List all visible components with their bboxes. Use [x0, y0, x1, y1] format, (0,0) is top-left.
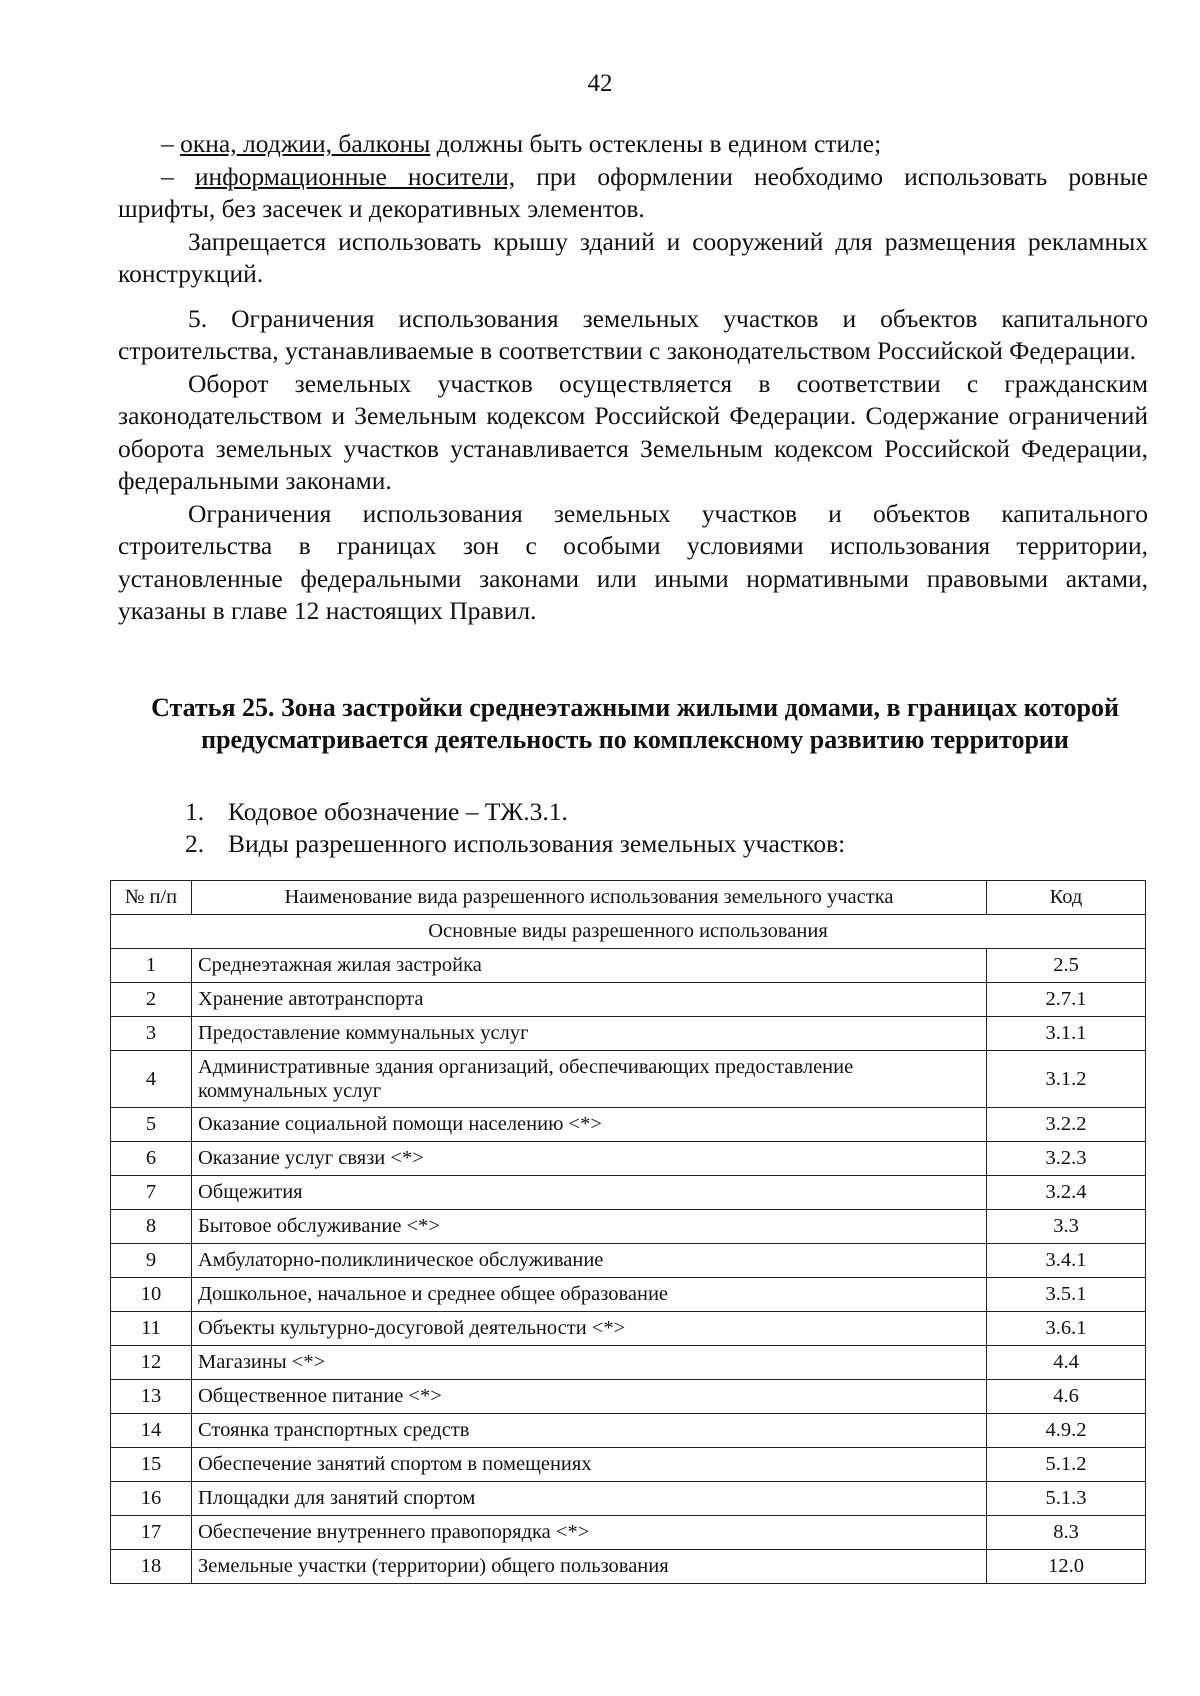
table-row	[111, 1108, 1146, 1142]
numbered-list	[185, 796, 845, 860]
bullet-dash: –	[161, 129, 174, 158]
row-number: 14	[111, 1414, 192, 1448]
row-number: 12	[111, 1346, 192, 1380]
page-number: 42	[587, 70, 613, 97]
row-code: 3.2.2	[987, 1108, 1146, 1142]
row-name: Площадки для занятий спортом	[192, 1482, 987, 1516]
row-number: 10	[111, 1278, 192, 1312]
row-name: Обеспечение внутреннего правопорядка <*>	[192, 1516, 987, 1550]
row-number: 16	[111, 1482, 192, 1516]
row-code: 12.0	[987, 1550, 1146, 1584]
row-code: 3.1.1	[987, 1017, 1146, 1051]
header-number: № п/п	[111, 881, 192, 915]
row-name: Хранение автотранспорта	[192, 983, 987, 1017]
bullet-item	[118, 128, 1148, 161]
paragraph: Оборот земельных участков осуществляется в соответствии с гражданским законодательством и Земельным кодексом Российской Федерации. Содержание ограничений оборота земельных участков устанавливается Земельным кодексом Российской Федерации, федеральными законами.	[118, 368, 1148, 495]
row-code: 3.1.2	[987, 1051, 1146, 1108]
row-code: 2.5	[987, 949, 1146, 983]
row-number: 3	[111, 1017, 192, 1051]
row-number: 8	[111, 1210, 192, 1244]
row-number: 18	[111, 1550, 192, 1584]
row-code: 4.9.2	[987, 1414, 1146, 1448]
paragraph: Ограничения использования земельных участков и объектов капитального строительства в границах зон с особыми условиями использования территории, установленные федеральными законами или иными нормативными правовыми актами, указаны в главе 12 настоящих Правил.	[118, 498, 1148, 625]
bullet-text: при оформлении необходимо использовать ровные шрифты, без засечек и декоративных элементов.	[118, 161, 1148, 223]
land-use-table	[110, 880, 1146, 1584]
row-number: 4	[111, 1051, 192, 1108]
row-number: 15	[111, 1448, 192, 1482]
row-number: 11	[111, 1312, 192, 1346]
table-row	[111, 1346, 1146, 1380]
row-number: 1	[111, 949, 192, 983]
bullet-text: должны быть остеклены в едином стиле;	[430, 129, 882, 158]
row-number: 17	[111, 1516, 192, 1550]
row-name: Административные здания организаций, обеспечивающих предоставление коммунальных услуг	[192, 1051, 987, 1108]
table-row	[111, 983, 1146, 1017]
row-name: Стоянка транспортных средств	[192, 1414, 987, 1448]
row-name: Оказание социальной помощи населению <*>	[192, 1108, 987, 1142]
table-body	[111, 915, 1146, 1584]
row-name: Среднеэтажная жилая застройка	[192, 949, 987, 983]
row-name: Земельные участки (территории) общего пользования	[192, 1550, 987, 1584]
row-name: Обеспечение занятий спортом в помещениях	[192, 1448, 987, 1482]
table-row	[111, 1414, 1146, 1448]
row-code: 3.3	[987, 1210, 1146, 1244]
row-name: Предоставление коммунальных услуг	[192, 1017, 987, 1051]
row-name: Общежития	[192, 1176, 987, 1210]
row-name: Амбулаторно-поликлиническое обслуживание	[192, 1244, 987, 1278]
table-row	[111, 1448, 1146, 1482]
table-row	[111, 1051, 1146, 1108]
table-row	[111, 1550, 1146, 1584]
list-item	[185, 796, 845, 828]
row-name: Дошкольное, начальное и среднее общее образование	[192, 1278, 987, 1312]
row-number: 6	[111, 1142, 192, 1176]
row-name: Бытовое обслуживание <*>	[192, 1210, 987, 1244]
list-item-text: Виды разрешенного использования земельных участков:	[228, 829, 846, 858]
table-row	[111, 1278, 1146, 1312]
table-row	[111, 1176, 1146, 1210]
table-row	[111, 1210, 1146, 1244]
table-row	[111, 1312, 1146, 1346]
row-code: 3.4.1	[987, 1244, 1146, 1278]
header-name: Наименование вида разрешенного использования земельного участка	[192, 881, 987, 915]
list-item-text: Кодовое обозначение – ТЖ.3.1.	[228, 797, 568, 826]
table-row	[111, 949, 1146, 983]
header-code: Код	[987, 881, 1146, 915]
table-header-row	[111, 881, 1146, 915]
row-number: 7	[111, 1176, 192, 1210]
table-row	[111, 1017, 1146, 1051]
table-row	[111, 1244, 1146, 1278]
row-number: 2	[111, 983, 192, 1017]
underlined-term: информационные носители,	[194, 161, 516, 191]
article-title: Статья 25. Зона застройки среднеэтажными жилыми домами, в границах которой предусматривается деятельность по комплексному развитию территории	[151, 693, 1119, 754]
list-item-number: 1.	[185, 797, 205, 826]
bullet-dash: –	[161, 161, 174, 191]
row-code: 5.1.2	[987, 1448, 1146, 1482]
row-code: 2.7.1	[987, 983, 1146, 1017]
list-item-number: 2.	[185, 829, 205, 858]
body-text	[118, 128, 1148, 628]
row-number: 5	[111, 1108, 192, 1142]
row-code: 4.4	[987, 1346, 1146, 1380]
row-number: 13	[111, 1380, 192, 1414]
row-code: 3.5.1	[987, 1278, 1146, 1312]
table-row	[111, 1380, 1146, 1414]
row-code: 5.1.3	[987, 1482, 1146, 1516]
row-code: 3.2.4	[987, 1176, 1146, 1210]
row-name: Оказание услуг связи <*>	[192, 1142, 987, 1176]
row-code: 8.3	[987, 1516, 1146, 1550]
row-code: 3.2.3	[987, 1142, 1146, 1176]
underlined-term: окна, лоджии, балконы	[180, 129, 431, 158]
table-row	[111, 1516, 1146, 1550]
paragraph: Запрещается использовать крышу зданий и сооружений для размещения рекламных конструкций.	[118, 226, 1148, 288]
paragraph: 5. Ограничения использования земельных участков и объектов капитального строительства, устанавливаемые в соответствии с законодательством Российской Федерации.	[118, 303, 1148, 365]
section-title: Основные виды разрешенного использования	[111, 915, 1146, 949]
table-row	[111, 1142, 1146, 1176]
row-name: Объекты культурно-досуговой деятельности <*>	[192, 1312, 987, 1346]
row-code: 3.6.1	[987, 1312, 1146, 1346]
section-row	[111, 915, 1146, 949]
row-name: Магазины <*>	[192, 1346, 987, 1380]
table-row	[111, 1482, 1146, 1516]
row-code: 4.6	[987, 1380, 1146, 1414]
row-name: Общественное питание <*>	[192, 1380, 987, 1414]
bullet-item	[118, 161, 1148, 226]
list-item	[185, 828, 845, 860]
row-number: 9	[111, 1244, 192, 1278]
